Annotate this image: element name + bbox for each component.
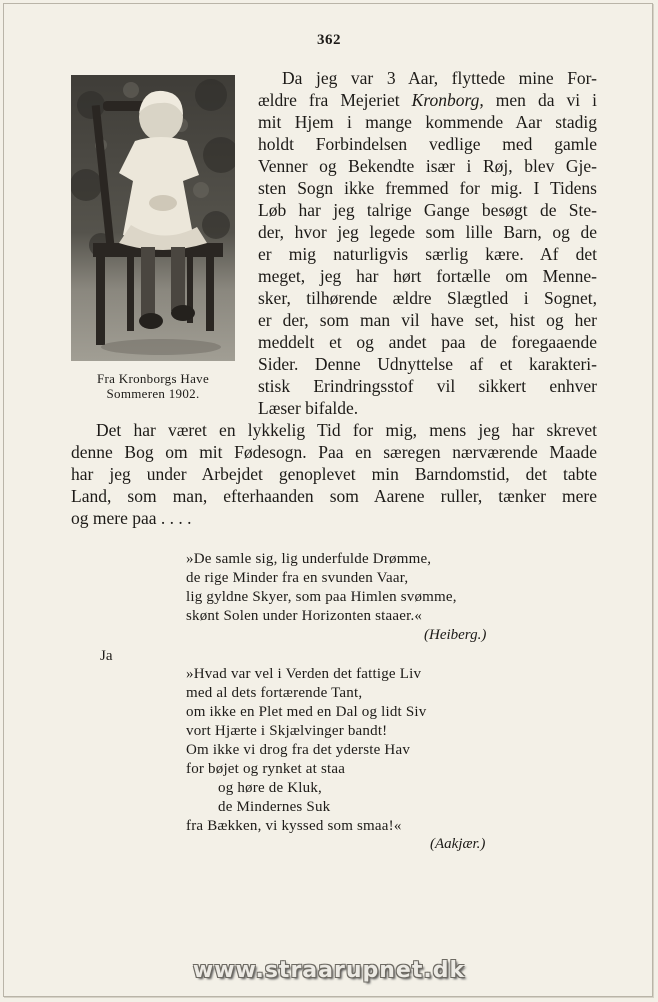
verse-line: med al dets fortærende Tant, bbox=[186, 685, 363, 701]
body-line: Det har været en lykkelig Tid for mig, mens jeg har skrevet bbox=[96, 420, 597, 440]
page-number: 362 bbox=[317, 32, 341, 48]
poem-attribution: (Heiberg.) bbox=[424, 627, 487, 643]
body-line: holdt Forbindelsen vedlige med gamle bbox=[258, 134, 597, 154]
caption-line: Sommeren 1902. bbox=[106, 386, 200, 401]
verse-line: de Mindernes Suk bbox=[218, 799, 331, 815]
body-line: er der, som man vil have set, hist og her bbox=[258, 310, 597, 330]
body-line: sker, tilhørende ældre Slægtled i Sognet, bbox=[258, 288, 597, 308]
body-line: sten Sogn ikke fremmed for mig. I Tidens bbox=[258, 178, 597, 198]
verse-line: Om ikke vi drog fra det yderste Hav bbox=[186, 742, 411, 758]
body-line: har jeg under Arbejdet genoplevet min Barndomstid, det tabte bbox=[71, 464, 597, 484]
body-line: Sider. Denne Udnyttelse af et karakteri- bbox=[258, 354, 597, 374]
body-line: Læser bifalde. bbox=[258, 398, 359, 418]
interlude-text: Ja bbox=[100, 648, 113, 664]
body-line: denne Bog om mit Fødesogn. Paa en særegen nærværende Maade bbox=[71, 442, 597, 462]
body-line: mit Hjem i mange kommende Aar stadig bbox=[258, 112, 597, 132]
body-line: meddelt et og andet paa de foregaaende bbox=[258, 332, 597, 352]
watermark: www.straarupnet.dk bbox=[192, 958, 466, 983]
verse-line: fra Bækken, vi kyssed som smaa!« bbox=[186, 818, 402, 834]
body-line: der, hvor jeg legede som lille Barn, og de bbox=[258, 222, 597, 242]
body-line: stisk Erindringsstof vil sikkert enhver bbox=[258, 376, 597, 396]
verse-line: de rige Minder fra en svunden Vaar, bbox=[186, 570, 409, 586]
verse-line: lig gyldne Skyer, som paa Himlen svømme, bbox=[186, 589, 457, 605]
body-line: Da jeg var 3 Aar, flyttede mine For- bbox=[282, 68, 597, 88]
body-line: meget, jeg har hørt fortælle om Menne- bbox=[258, 266, 597, 286]
body-line: Løb har jeg talrige Gange besøgt de Ste- bbox=[258, 200, 597, 220]
caption-line: Fra Kronborgs Have bbox=[96, 371, 210, 386]
poem-attribution: (Aakjær.) bbox=[430, 836, 486, 852]
body-line: ældre fra Mejeriet Kronborg, men da vi i bbox=[258, 90, 598, 110]
verse-line: for bøjet og rynket at staa bbox=[186, 761, 346, 777]
verse-line: vort Hjærte i Skjælvinger bandt! bbox=[186, 723, 388, 739]
body-line: Venner og Bekendte især i Røj, blev Gje- bbox=[258, 156, 597, 176]
verse-line: og høre de Kluk, bbox=[218, 780, 323, 796]
photo-caption bbox=[60, 371, 246, 401]
verse-line: »Hvad var vel i Verden det fattige Liv bbox=[186, 666, 422, 682]
body-line: Land, som man, efterhaanden som Aarene ruller, tænker mere bbox=[71, 486, 597, 506]
body-line: er mig naturligvis særlig kære. Af det bbox=[258, 244, 597, 264]
verse-line: skønt Solen under Horizonten staaer.« bbox=[186, 608, 423, 624]
photograph bbox=[71, 75, 235, 361]
verse-line: »De samle sig, lig underfulde Drømme, bbox=[186, 551, 432, 567]
body-line: og mere paa . . . . bbox=[71, 508, 192, 528]
verse-line: om ikke en Plet med en Dal og lidt Siv bbox=[186, 704, 427, 720]
